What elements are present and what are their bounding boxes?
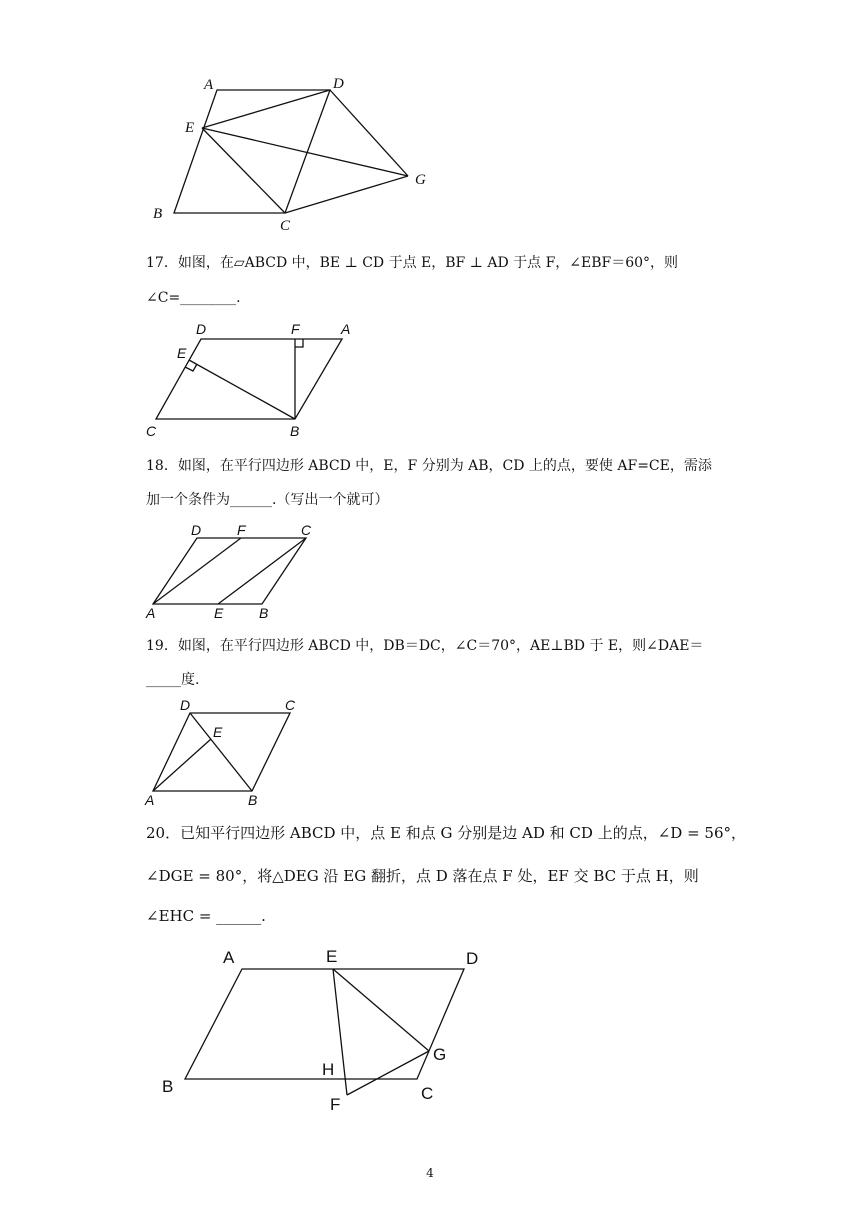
fig16-line-dg (330, 90, 408, 176)
fig20-line-fg (347, 1051, 429, 1095)
fig19-label-c: C (285, 697, 296, 713)
fig16-label-d: D (333, 76, 344, 92)
fig20-label-a: A (223, 948, 235, 967)
fig19-line-ae (153, 739, 211, 791)
fig16-line-eg (202, 128, 408, 176)
figure-20-svg (150, 940, 500, 1115)
question-20-line-3 (146, 906, 726, 926)
fig17-label-b: B (290, 423, 300, 439)
figure-16 (140, 70, 440, 240)
question-20-text-2: ∠DGE = 80°，将△DEG 沿 EG 翻折，点 D 落在点 F 处，EF 交 BC 于点 H，则 (146, 867, 699, 885)
question-20-line-1 (146, 823, 746, 843)
figure-20 (150, 940, 500, 1115)
fig16-line-ec (202, 128, 285, 213)
fig20-label-b: B (162, 1077, 174, 1096)
fig18-label-e: E (214, 605, 224, 621)
fig20-label-h: H (322, 1060, 335, 1079)
page-number: 4 (426, 1166, 434, 1180)
fig16-line-cg (285, 176, 408, 213)
fig17-label-e: E (177, 345, 187, 361)
fig19-label-a: A (145, 792, 155, 808)
question-18-text: 18．如图，在平行四边形 ABCD 中，E，F 分别为 AB，CD 上的点，要使 AF=CE，需添 (146, 458, 712, 474)
question-18-line-2 (146, 490, 726, 510)
figure-19 (140, 695, 310, 807)
fig18-line-af (153, 538, 241, 604)
fig20-line-eg (333, 969, 429, 1051)
fig18-parallelogram (153, 538, 306, 604)
fig17-label-c: C (146, 423, 157, 439)
fig16-label-g: G (415, 172, 426, 188)
fig20-label-c: C (421, 1084, 434, 1103)
figure-17-svg (140, 318, 380, 443)
question-17-line-1 (146, 253, 726, 273)
fig16-label-a: A (204, 77, 214, 93)
fig17-label-a: A (341, 321, 351, 337)
fig18-label-b: B (259, 605, 269, 621)
fig18-label-a: A (146, 605, 156, 621)
question-18-blank: 加一个条件为______.（写出一个就可） (146, 492, 389, 508)
fig19-label-b: B (248, 792, 258, 808)
figure-18-svg (140, 520, 340, 625)
question-18-line-1 (146, 456, 726, 476)
figure-17 (140, 318, 380, 443)
question-17-number: 17． (146, 255, 178, 271)
fig20-label-f: F (330, 1095, 341, 1114)
fig17-line-be (189, 360, 295, 419)
question-20-blank: ∠EHC = ______. (146, 907, 266, 925)
fig18-label-c: C (301, 522, 312, 538)
fig16-label-c: C (280, 218, 291, 234)
fig16-label-b: B (153, 206, 163, 222)
figure-16-svg (140, 70, 440, 240)
fig16-parallelogram (174, 90, 330, 213)
fig17-right-angle-f (295, 339, 303, 347)
fig20-line-ef (333, 969, 347, 1095)
question-17-text: 如图，在▱ABCD 中，BE ⊥ CD 于点 E，BF ⊥ AD 于点 F，∠EBF＝60°，则 (177, 255, 679, 271)
figure-18 (140, 520, 340, 625)
fig20-label-e: E (326, 947, 338, 966)
fig20-label-g: G (433, 1045, 447, 1064)
fig18-label-f: F (237, 522, 246, 538)
fig20-label-d: D (466, 949, 479, 968)
question-19-blank: _____度. (146, 672, 200, 688)
question-19-line-1 (146, 636, 726, 656)
question-20-line-2 (146, 866, 726, 886)
fig18-label-d: D (191, 522, 202, 538)
fig18-line-ec (218, 538, 306, 604)
fig19-label-d: D (180, 697, 191, 713)
fig16-line-ed (202, 90, 330, 128)
fig17-label-f: F (291, 321, 300, 337)
fig17-label-d: D (196, 321, 207, 337)
question-17-line-2 (146, 288, 726, 308)
figure-19-svg (140, 695, 310, 807)
fig16-label-e: E (185, 120, 195, 136)
question-19-text: 19．如图，在平行四边形 ABCD 中，DB＝DC，∠C＝70°，AE⊥BD 于 E，则∠DAE＝ (146, 638, 704, 654)
fig19-label-e: E (213, 724, 223, 740)
question-17-blank: ∠C=________. (146, 290, 241, 306)
question-20-text: 20．已知平行四边形 ABCD 中，点 E 和点 G 分别是边 AD 和 CD 上的点，∠D = 56°， (146, 824, 746, 842)
question-19-line-2 (146, 670, 726, 690)
